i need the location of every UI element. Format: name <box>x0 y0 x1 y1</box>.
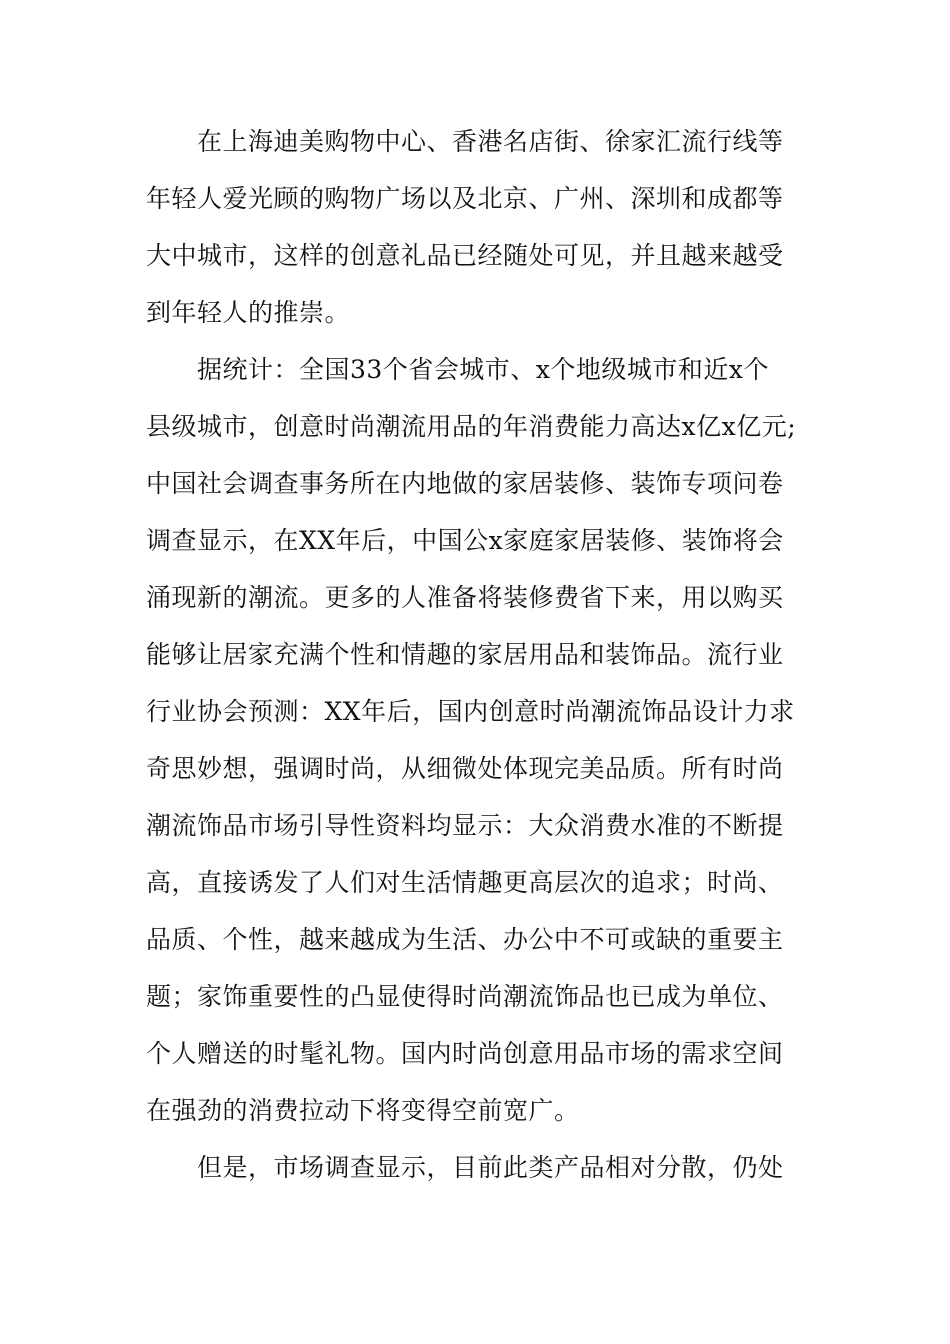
paragraph-2-line-1: 据统计：全国33个省会城市、x个地级城市和近x个 <box>197 355 770 384</box>
paragraph-2-line-13: 个人赠送的时髦礼物。国内时尚创意用品市场的需求空间 <box>146 1039 784 1068</box>
paragraph-2-line-4: 调查显示，在XX年后，中国公x家庭家居装修、装饰将会 <box>146 526 784 555</box>
paragraph-1-line-2: 年轻人爱光顾的购物广场以及北京、广州、深圳和成都等 <box>146 184 784 213</box>
paragraph-2-line-6: 能够让居家充满个性和情趣的家居用品和装饰品。流行业 <box>146 640 784 669</box>
paragraph-2-line-2: 县级城市，创意时尚潮流用品的年消费能力高达x亿x亿元; <box>146 412 797 441</box>
paragraph-3-line-1: 但是，市场调查显示，目前此类产品相对分散，仍处 <box>197 1153 784 1182</box>
paragraph-2-line-11: 品质、个性，越来越成为生活、办公中不可或缺的重要主 <box>146 925 784 954</box>
paragraph-1-line-4: 到年轻人的推崇。 <box>146 298 351 327</box>
paragraph-2-line-7: 行业协会预测：XX年后，国内创意时尚潮流饰品设计力求 <box>146 697 795 726</box>
paragraph-2-line-9: 潮流饰品市场引导性资料均显示：大众消费水准的不断提 <box>146 811 784 840</box>
paragraph-1-line-3: 大中城市，这样的创意礼品已经随处可见，并且越来越受 <box>146 241 784 270</box>
paragraph-2-line-14: 在强劲的消费拉动下将变得空前宽广。 <box>146 1096 580 1125</box>
paragraph-2-line-3: 中国社会调查事务所在内地做的家居装修、装饰专项问卷 <box>146 469 784 498</box>
paragraph-2-line-8: 奇思妙想，强调时尚，从细微处体现完美品质。所有时尚 <box>146 754 784 783</box>
paragraph-1-line-1: 在上海迪美购物中心、香港名店街、徐家汇流行线等 <box>197 127 784 156</box>
paragraph-2-line-5: 涌现新的潮流。更多的人准备将装修费省下来，用以购买 <box>146 583 784 612</box>
paragraph-2-line-10: 高，直接诱发了人们对生活情趣更高层次的追求；时尚、 <box>146 868 784 897</box>
paragraph-2-line-12: 题；家饰重要性的凸显使得时尚潮流饰品也已成为单位、 <box>146 982 784 1011</box>
